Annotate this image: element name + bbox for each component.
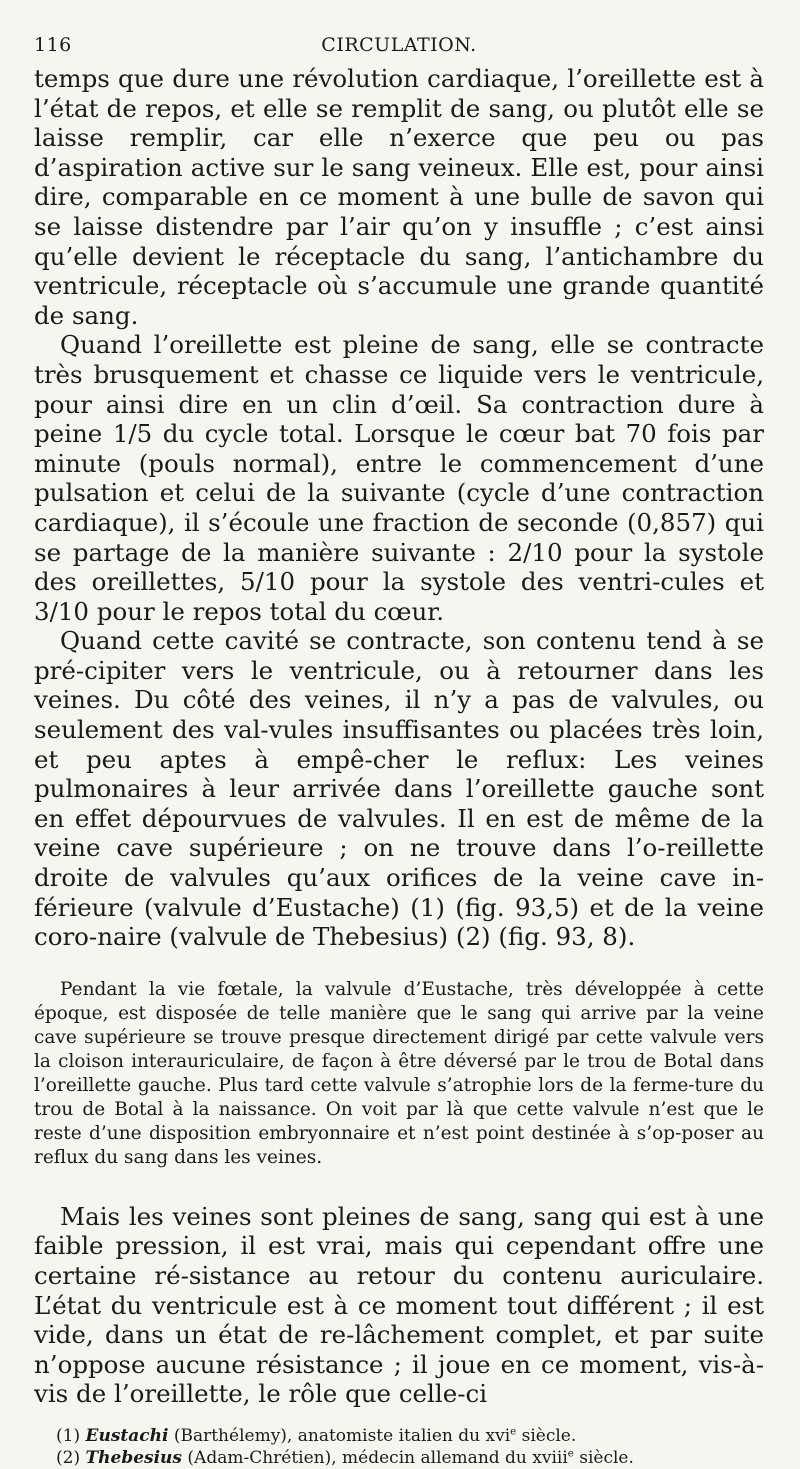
footnote-text: (Barthélemy), anatomiste italien du xvi	[173, 1425, 511, 1446]
footnote-marker: (1)	[56, 1425, 81, 1446]
page-number: 116	[34, 34, 72, 56]
small-print-note: Pendant la vie fœtale, la valvule d’Eustache, très développée à cette époque, est disposée de telle manière que le sang qui arrive par la veine cave supérieure se trouve presque directement dirigé par cette valvule vers la cloison interauriculaire, de façon à être déversé par le trou de Botal dans l’oreillette gauche. Plus tard cette valvule s’atrophie lors de la ferme-ture du trou de Botal à la naissance. On voit par là que cette valvule n’est que le reste d’une disposition embryonnaire et n’est point destinée à s’op-poser au reflux du sang dans les veines.	[34, 978, 764, 1168]
footnote-1	[56, 1425, 764, 1447]
paragraph-3: Quand cette cavité se contracte, son contenu tend à se pré-cipiter vers le ventricule, ou à retourner dans les veines. Du côté des veines, il n’y a pas de valvules, ou seulement des val-vules insuffisantes ou placées très loin, et peu aptes à empê-cher le reflux: Les veines pulmonaires à leur arrivée dans l’oreillette gauche sont en effet dépourvues de valvules. Il en est de même de la veine cave supérieure ; on ne trouve dans l’o-reillette droite de valvules qu’aux orifices de la veine cave in-férieure (valvule d’Eustache) (1) (fig. 93,5) et de la veine coro-naire (valvule de Thebesius) (2) (fig. 93, 8).	[34, 626, 764, 952]
page-header	[34, 30, 764, 64]
footnotes	[34, 1425, 764, 1469]
paragraph-4: Mais les veines sont pleines de sang, sang qui est à une faible pression, il est vrai, mais qui cependant offre une certaine ré-sistance au retour du contenu auriculaire. L’état du ventricule est à ce moment tout différent ; il est vide, dans un état de re-lâchement complet, et par suite n’oppose aucune résistance ; il joue en ce moment, vis-à-vis de l’oreillette, le rôle que celle-ci	[34, 1201, 764, 1409]
footnote-person-name: Thebesius	[85, 1447, 182, 1468]
paragraph-2: Quand l’oreillette est pleine de sang, elle se contracte très brusquement et chasse ce liquide vers le ventricule, pour ainsi dire en un clin d’œil. Sa contraction dure à peine 1/5 du cycle total. Lorsque le cœur bat 70 fois par minute (pouls normal), entre le commencement d’une pulsation et celui de la suivante (cycle d’une contraction cardiaque), il s’écoule une fraction de seconde (0,857) qui se partage de la manière suivante : 2/10 pour la systole des oreillettes, 5/10 pour la systole des ventri-cules et 3/10 pour le repos total du cœur.	[34, 330, 764, 626]
footnote-marker: (2)	[56, 1447, 81, 1468]
footnote-end: siècle.	[516, 1425, 577, 1446]
running-head: CIRCULATION.	[321, 34, 477, 56]
footnote-superscript: e	[567, 1448, 574, 1460]
paragraph-1: temps que dure une révolution cardiaque, l’oreillette est à l’état de repos, et elle se remplit de sang, ou plutôt elle se laisse remplir, car elle n’exerce que peu ou pas d’aspiration active sur le sang veineux. Elle est, pour ainsi dire, comparable en ce moment à une bulle de savon qui se laisse distendre par l’air qu’on y insuffle ; c’est ainsi qu’elle devient le réceptacle du sang, l’antichambre du ventricule, réceptacle où s’accumule une grande quantité de sang.	[34, 64, 764, 330]
footnote-end: siècle.	[573, 1447, 634, 1468]
footnote-person-name: Eustachi	[85, 1425, 169, 1446]
footnote-superscript: e	[510, 1426, 517, 1438]
footnote-2	[56, 1447, 764, 1469]
body-text	[34, 64, 764, 952]
footnote-text: (Adam-Chrétien), médecin allemand du xviii	[187, 1447, 568, 1468]
body-text-continued	[34, 1202, 764, 1409]
